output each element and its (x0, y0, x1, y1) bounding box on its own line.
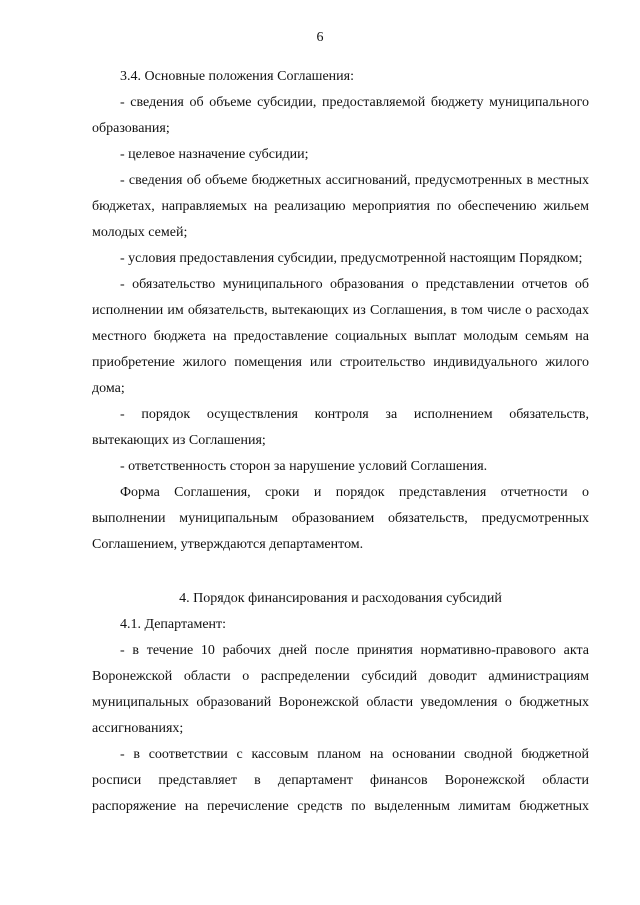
section-4-1-heading: 4.1. Департамент: (120, 617, 227, 632)
section-4-title: 4. Порядок финансирования и расходования субсидий (179, 591, 502, 606)
list-item: - сведения об объеме бюджетных ассигнований, предусмотренных в местных бюджетах, направляемых на реализацию мероприятия по обеспечению жильем молодых семей; (92, 173, 589, 240)
list-item: - целевое назначение субсидии; (120, 147, 309, 162)
list-item: - сведения об объеме субсидии, предоставляемой бюджету муниципального образования; (92, 95, 589, 136)
list-item: - в соответствии с кассовым планом на основании сводной бюджетной росписи представляет в департамент финансов Воронежской области распоряжение на перечисление средств по выделенным лимитам бюджетных (92, 747, 589, 814)
agreement-form-paragraph: Форма Соглашения, сроки и порядок представления отчетности о выполнении муниципальным образованием обязательств, предусмотренных Соглашением, утверждаются департаментом. (92, 485, 589, 552)
list-item: - порядок осуществления контроля за исполнением обязательств, вытекающих из Соглашения; (92, 407, 589, 448)
list-item: - обязательство муниципального образования о представлении отчетов об исполнении им обязательств, вытекающих из Соглашения, в том числе о расходах местного бюджета на предоставление социальных выплат молодым семьям на приобретение жилого помещения или строительство индивидуального жилого дома; (92, 277, 589, 396)
document-body (92, 64, 589, 820)
list-item: - в течение 10 рабочих дней после принятия нормативно-правового акта Воронежской области о распределении субсидий доводит администрациям муниципальных образований Воронежской области уведомления о бюджетных ассигнованиях; (92, 643, 589, 736)
list-item: - условия предоставления субсидии, предусмотренной настоящим Порядком; (120, 251, 583, 266)
page-number: 6 (316, 30, 324, 45)
list-item: - ответственность сторон за нарушение условий Соглашения. (120, 459, 488, 474)
section-3-4-heading: 3.4. Основные положения Соглашения: (120, 69, 354, 84)
